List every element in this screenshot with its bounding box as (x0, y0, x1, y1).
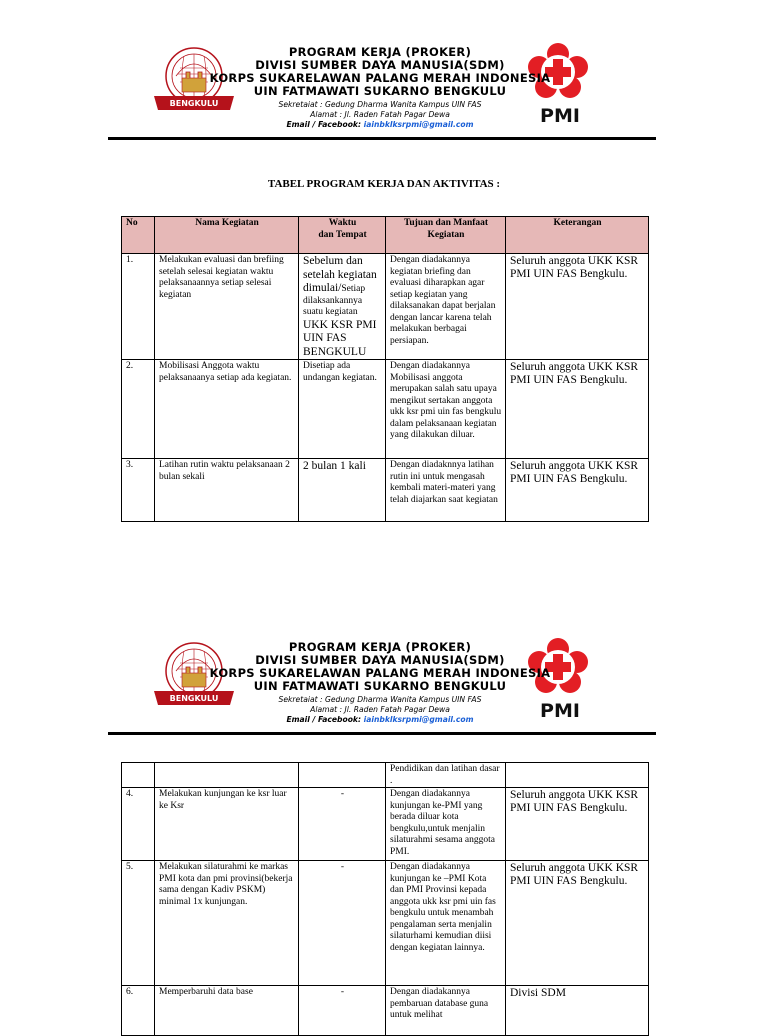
header-line-3: KORPS SUKARELAWAN PALANG MERAH INDONESIA (209, 71, 551, 85)
cell-tujuan: Pendidikan dan latihan dasar . (386, 763, 506, 788)
cell-keterangan: Seluruh anggota UKK KSR PMI UIN FAS Bengkulu. (506, 861, 649, 986)
header-rule-2 (108, 732, 656, 735)
header-email (180, 120, 580, 130)
cell-keterangan: Seluruh anggota UKK KSR PMI UIN FAS Bengkulu. (506, 788, 649, 861)
table-row (122, 788, 649, 861)
cell-tujuan: Dengan diadakannya kunjungan ke-PMI yang berada diluar kota bengkulu,untuk menjalin silaturahmi sesama anggota PMI. (386, 788, 506, 861)
logo-left-text: BENGKULU (169, 99, 219, 108)
table-row (122, 861, 649, 986)
header-alamat: Alamat : Jl. Raden Fatah Pagar Dewa (310, 110, 450, 119)
cell-nama: Melakukan kunjungan ke ksr luar ke Ksr (155, 788, 299, 861)
letterhead-1 (0, 40, 768, 140)
header-line-1: PROGRAM KERJA (PROKER) (288, 45, 472, 59)
cell-keterangan: Seluruh anggota UKK KSR PMI UIN FAS Bengkulu. (506, 254, 649, 360)
cell-no (122, 763, 155, 788)
table-header-row (122, 217, 649, 254)
cell-waktu-part1: Sebelum dan setelah kegiatan dimulai/ (303, 255, 377, 294)
header-line-4: UIN FATMAWATI SUKARNO BENGKULU (253, 679, 507, 693)
cell-nama (155, 763, 299, 788)
cell-waktu (299, 254, 386, 360)
cell-no: 2. (122, 360, 155, 459)
letterhead-2 (0, 635, 768, 735)
header-sekretariat: Sekretaiat : Gedung Dharma Wanita Kampus UIN FAS (278, 695, 482, 704)
table-row (122, 360, 649, 459)
cell-no: 1. (122, 254, 155, 360)
cell-tujuan: Dengan diadakannya pembaruan database guna untuk melihat (386, 986, 506, 1036)
header-sekretariat: Sekretaiat : Gedung Dharma Wanita Kampus UIN FAS (278, 100, 482, 109)
program-table-page-1 (121, 216, 649, 522)
cell-nama: Melakukan evaluasi dan brefiing setelah selesai kegiatan waktu pelaksanaannya setiap selesai kegiatan (155, 254, 299, 360)
col-header-nama: Nama Kegiatan (155, 217, 299, 254)
cell-waktu: Disetiap ada undangan kegiatan. (299, 360, 386, 459)
cell-waktu (299, 763, 386, 788)
header-line-3: KORPS SUKARELAWAN PALANG MERAH INDONESIA (209, 666, 551, 680)
col-header-ket: Keterangan (506, 217, 649, 254)
table-row (122, 763, 649, 788)
table-row (122, 459, 649, 522)
program-table-page-2 (121, 762, 649, 1036)
email-label: Email / Facebook: (286, 715, 361, 724)
col-header-tujuan-line2: Kegiatan (427, 229, 465, 240)
cell-waktu: 2 bulan 1 kali (299, 459, 386, 522)
header-line-2: DIVISI SUMBER DAYA MANUSIA(SDM) (255, 58, 505, 72)
cell-waktu: - (299, 788, 386, 861)
cell-waktu: - (299, 986, 386, 1036)
header-line-4: UIN FATMAWATI SUKARNO BENGKULU (253, 84, 507, 98)
email-link[interactable]: iainbklksrpmi@gmail.com (363, 715, 474, 724)
header-rule-1 (108, 137, 656, 140)
cell-nama: Latihan rutin waktu pelaksanaan 2 bulan sekali (155, 459, 299, 522)
cell-no: 6. (122, 986, 155, 1036)
cell-keterangan (506, 763, 649, 788)
cell-no: 5. (122, 861, 155, 986)
header-line-2: DIVISI SUMBER DAYA MANUSIA(SDM) (255, 653, 505, 667)
logo-left-text: BENGKULU (169, 694, 219, 703)
table-row (122, 986, 649, 1036)
cell-tujuan: Dengan diadaknnya latihan rutin ini untuk mengasah kembali materi-materi yang telah diajarkan saat kegiatan (386, 459, 506, 522)
header-email (180, 715, 580, 725)
col-header-no: No (122, 217, 155, 254)
cell-keterangan: Divisi SDM (506, 986, 649, 1036)
col-header-tujuan (386, 217, 506, 254)
cell-tujuan: Dengan diadakannya kunjungan ke –PMI Kota dan PMI Provinsi kepada anggota ukk ksr pmi uin fas bengkulu untuk menambah pengalaman serta menjalin silaturhami kemudian diisi dengan kegiatan lainnya. (386, 861, 506, 986)
header-line-1: PROGRAM KERJA (PROKER) (288, 640, 472, 654)
col-header-waktu-line1: Waktu (328, 218, 357, 228)
pmi-logo-text: PMI (540, 105, 580, 126)
col-header-tujuan-line1: Tujuan dan Manfaat (403, 218, 489, 228)
cell-nama: Melakukan silaturahmi ke markas PMI kota dan pmi provinsi(bekerja sama dengan Kadiv PSKM) minimal 1x kunjungan. (155, 861, 299, 986)
email-link[interactable]: iainbklksrpmi@gmail.com (363, 120, 474, 129)
col-header-waktu (299, 217, 386, 254)
cell-tujuan: Dengan diadakannya kegiatan briefing dan evaluasi diharapkan agar setiap kegiatan yang dilaksanakan dapat berjalan dengan lancar karena telah melakukan berbagai persiapan. (386, 254, 506, 360)
cell-no: 3. (122, 459, 155, 522)
cell-waktu-part3: UKK KSR PMI UIN FAS BENGKULU (303, 318, 377, 358)
table-caption: TABEL PROGRAM KERJA DAN AKTIVITAS : (267, 178, 501, 190)
cell-tujuan: Dengan diadakannya Mobilisasi anggota merupakan salah satu upaya mengikut sertakan anggota ukk ksr pmi uin fas bengkulu dalam pelaksanaan kegiatan yang dilakukan diluar. (386, 360, 506, 459)
cell-nama: Memperbaruhi data base (155, 986, 299, 1036)
cell-keterangan: Seluruh anggota UKK KSR PMI UIN FAS Bengkulu. (506, 360, 649, 459)
cell-waktu-part2: Setiap dilaksankannya suatu kegiatan (303, 284, 366, 317)
col-header-waktu-line2: dan Tempat (318, 229, 367, 240)
email-label: Email / Facebook: (286, 120, 361, 129)
table-row (122, 254, 649, 360)
cell-keterangan: Seluruh anggota UKK KSR PMI UIN FAS Bengkulu. (506, 459, 649, 522)
pmi-logo-text: PMI (540, 700, 580, 721)
header-alamat: Alamat : Jl. Raden Fatah Pagar Dewa (310, 705, 450, 714)
cell-no: 4. (122, 788, 155, 861)
cell-nama: Mobilisasi Anggota waktu pelaksanaanya setiap ada kegiatan. (155, 360, 299, 459)
cell-waktu: - (299, 861, 386, 986)
